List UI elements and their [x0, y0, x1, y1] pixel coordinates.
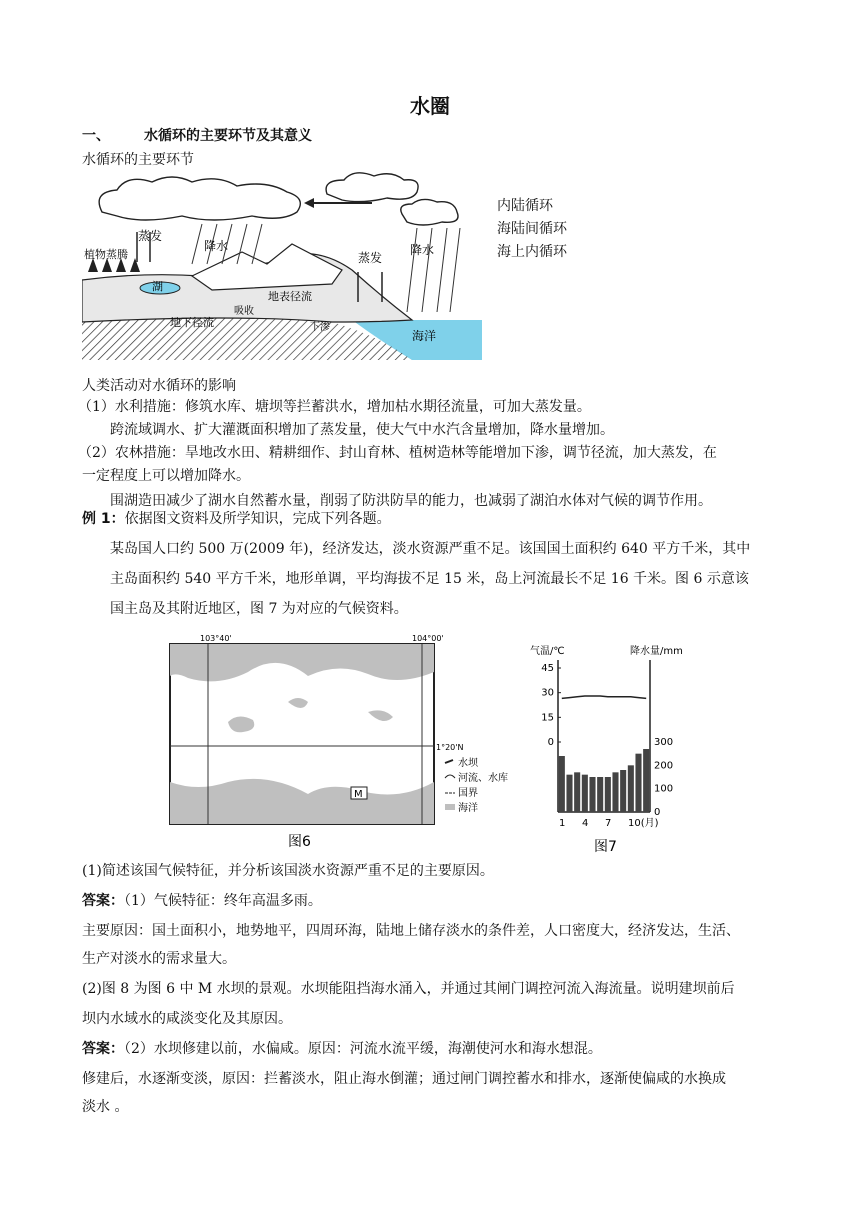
label-groundwater: 地下径流 — [170, 316, 214, 329]
example-header — [82, 508, 391, 528]
precip-tick-label: 300 — [654, 737, 674, 748]
human-impact-p3b: 一定程度上可以增加降水。 — [82, 468, 250, 484]
legend-river: 河流、水库 — [458, 773, 508, 784]
precip-bars — [559, 749, 649, 812]
q2-after-2: 淡水 。 — [82, 1099, 129, 1115]
precip-bar-5 — [589, 777, 595, 812]
precip-bar-3 — [574, 772, 580, 812]
label-surface-runoff: 地表径流 — [268, 290, 312, 303]
map-legend — [445, 756, 508, 814]
page-title: 水圈 — [410, 94, 450, 118]
example-text-2: 主岛面积约 540 平方千米，地形单调，平均海拔不足 15 米，岛上河流最长不足 16 千米。图 6 示意该 — [110, 571, 749, 587]
q2-answer-label: 答案： — [82, 1041, 124, 1057]
precip-bar-11 — [635, 754, 641, 812]
temp-tick-label: 15 — [541, 712, 554, 724]
example-text-3: 国主岛及其附近地区，图 7 为对应的气候资料。 — [110, 601, 408, 617]
section-number: 一、 — [82, 128, 110, 144]
q2-question-2: 坝内水域水的咸淡变化及其原因。 — [82, 1011, 292, 1027]
label-lake: 湖 — [152, 280, 163, 293]
q1-answer-line — [82, 890, 322, 910]
human-impact-p3a: （2）农林措施：旱地改水田、精耕细作、封山育林、植树造林等能增加下渗，调节径流，加大蒸发，在 — [78, 445, 717, 461]
label-evap-left: 蒸发 — [138, 229, 163, 243]
rain-cloud — [401, 199, 458, 225]
label-underground: 下渗 — [310, 322, 330, 333]
q1-reason-2: 生产对淡水的需求量大。 — [82, 951, 236, 967]
right-cloud — [326, 173, 418, 202]
human-impact-p2: 跨流域调水、扩大灌溉面积增加了蒸发量，使大气中水汽含量增加，降水量增加。 — [110, 422, 614, 438]
legend-border: 国界 — [458, 788, 478, 799]
human-impact-p4: 围湖造田减少了湖水自然蓄水量，削弱了防洪防旱的能力，也减弱了湖泊水体对气候的调节作用。 — [110, 493, 712, 509]
precip-bar-2 — [566, 775, 572, 812]
label-evap-right: 蒸发 — [358, 251, 383, 265]
subheading-main-links: 水循环的主要环节 — [82, 152, 194, 168]
label-ocean: 海洋 — [412, 329, 437, 343]
temp-tick-label: 45 — [541, 663, 554, 674]
temperature-line — [562, 696, 646, 698]
arrow-head — [304, 198, 314, 208]
x-ticks — [559, 817, 659, 829]
river-legend-icon — [445, 775, 455, 778]
longitude-2: 104°00' — [412, 634, 444, 643]
q1-question: (1)简述该国气候特征，并分析该国淡水资源严重不足的主要原因。 — [82, 863, 494, 879]
precip-ticks — [654, 737, 673, 818]
example-label: 例 1： — [82, 511, 125, 527]
label-precip-left: 降水 — [204, 239, 229, 253]
q1-reason-1: 主要原因：国土面积小，地势地平，四周环海，陆地上储存淡水的条件差，人口密度大，经济发达，生活、 — [82, 923, 740, 939]
q2-question-1: (2)图 8 为图 6 中 M 水坝的景观。水坝能阻挡海水涌入，并通过其闸门调控河流入海流量。说明建坝前后 — [82, 981, 735, 997]
human-impact-heading: 人类活动对水循环的影响 — [82, 378, 236, 394]
temp-tick-label: 0 — [547, 737, 554, 748]
q1-answer: （1）气候特征：终年高温多雨。 — [124, 893, 322, 909]
temp-axis-label: 气温/℃ — [530, 646, 565, 657]
precip-bar-7 — [605, 777, 611, 812]
dam-legend-icon — [445, 760, 453, 763]
left-cloud — [99, 177, 300, 220]
example-text-1: 某岛国人口约 500 万(2009 年)，经济发达，淡水资源严重不足。该国国土面积约 640 平方千米，其中 — [110, 541, 751, 557]
q2-answer-line — [82, 1038, 602, 1058]
label-precip-right: 降水 — [410, 243, 435, 257]
precip-bar-6 — [597, 777, 603, 812]
precip-axis-label: 降水量/mm — [630, 646, 683, 657]
latitude-label: 1°20'N — [436, 743, 464, 752]
x-tick-label: 7 — [605, 818, 612, 829]
legend-sea-land-cycle: 海陆间循环 — [497, 221, 567, 237]
x-tick-label: 1 — [559, 818, 566, 829]
human-impact-p1: （1）水利措施：修筑水库、塘坝等拦蓄洪水，增加枯水期径流量，可加大蒸发量。 — [78, 399, 591, 415]
section-heading — [82, 125, 312, 145]
dam-marker-label: M — [354, 789, 363, 800]
figure-7-caption: 图7 — [594, 839, 617, 855]
section-heading-text: 水循环的主要环节及其意义 — [144, 128, 312, 144]
q2-answer: （2）水坝修建以前，水偏咸。原因：河流水流平缓，海潮使河水和海水想混。 — [124, 1041, 602, 1057]
sea-legend-icon — [445, 804, 455, 810]
legend-sea: 海洋 — [458, 803, 478, 814]
precip-tick-label: 0 — [654, 807, 661, 818]
q1-answer-label: 答案： — [82, 893, 124, 909]
precip-bar-8 — [612, 772, 618, 812]
example-intro: 依据图文资料及所学知识，完成下列各题。 — [124, 511, 391, 527]
x-tick-label: 10(月) — [628, 818, 659, 829]
precip-bar-9 — [620, 770, 626, 812]
rain-right — [407, 228, 460, 312]
water-cycle-diagram — [82, 172, 482, 360]
precip-bar-12 — [643, 749, 649, 812]
x-tick-label: 4 — [582, 818, 589, 829]
precip-tick-label: 200 — [654, 760, 674, 772]
precip-tick-label: 100 — [654, 783, 674, 795]
temp-tick-label: 30 — [541, 687, 554, 699]
map-figure-6 — [168, 632, 508, 854]
q2-after-1: 修建后，水逐渐变淡，原因：拦蓄淡水，阻止海水倒灌；通过闸门调控蓄水和排水，逐渐使偏咸的水换成 — [82, 1071, 726, 1087]
legend-ocean-cycle: 海上内循环 — [497, 244, 567, 260]
precip-bar-4 — [582, 775, 588, 812]
legend-dam: 水坝 — [458, 758, 478, 769]
precip-bar-10 — [628, 765, 634, 812]
longitude-1: 103°40' — [200, 634, 232, 643]
label-absorb: 吸收 — [234, 306, 254, 317]
label-plant-transpiration: 植物蒸腾 — [84, 248, 128, 261]
legend-inland-cycle: 内陆循环 — [497, 198, 553, 214]
figure-6-caption: 图6 — [288, 834, 311, 850]
climate-chart-figure-7 — [530, 640, 710, 856]
precip-bar-1 — [559, 756, 565, 812]
